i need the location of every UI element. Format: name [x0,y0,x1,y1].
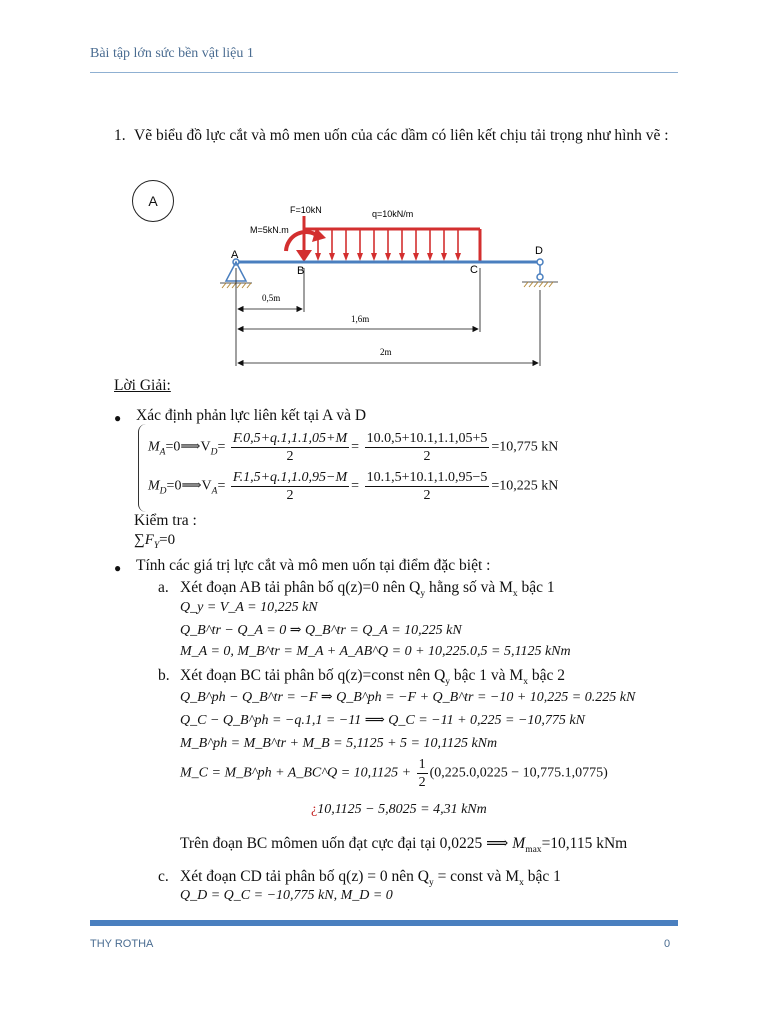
footer-bar [90,920,678,926]
load-arrow-head [329,253,335,261]
point-b-label: B [297,265,305,277]
load-arrow-head [343,253,349,261]
item-b-line-5: ¿10,1125 − 5,8025 = 4,31 kNm [311,802,487,817]
load-label: q=10kN/m [372,209,414,219]
item-c-line-1: Q_D = Q_C = −10,775 kN, M_D = 0 [180,888,393,903]
beam-diagram [0,0,768,380]
item-a-line-2: Q_B^tr − Q_A = 0 ⇒ Q_B^tr = Q_A = 10,225 kN [180,623,462,638]
distributed-load [304,229,480,262]
dim-ab-label: 0,5m [262,293,281,303]
item-a-text: Xét đoạn AB tải phân bố q(z)=0 nên $Q_y$ hằng số và $M_x$ bậc 1 [180,579,555,600]
bullet-1-marker: ● [114,411,122,425]
load-arrow-head [413,253,419,261]
solution-heading: Lời Giải: [114,377,171,394]
item-b-text: Xét đoạn BC tải phân bố q(z)=const nên $Q_y$ bậc 1 và $M_x$ bậc 2 [180,667,565,688]
item-b-line-1: Q_B^ph − Q_B^tr = −F ⇒ Q_B^ph = −F + Q_B^tr = −10 + 10,225 = 0.225 kN [180,690,636,705]
footer-author: THY ROTHA [90,938,154,950]
load-arrow-head [357,253,363,261]
equation-system-brace [138,424,147,512]
dim-ac-label: 1,6m [351,314,370,324]
bullet-1-text: Xác định phản lực liên kết tại A và D [136,407,367,424]
bullet-2-text: Tính các giá trị lực cắt và mô men uốn tại điểm đặc biệt : [136,557,491,574]
footer-page-number: 0 [664,938,671,950]
load-arrow-head [385,253,391,261]
dim-ad-label: 2m [380,347,392,357]
document-header-title: Bài tập lớn sức bền vật liệu 1 [90,46,254,61]
item-b-line-4: M_C = M_B^ph + A_BC^Q = 10,1125 + $\frac{1}{2}$ (0,225.0,0225 − 10,775.1,0775) [180,757,608,790]
load-arrow-head [455,253,461,261]
item-c-text: Xét đoạn CD tải phân bố q(z) = 0 nên $Q_y$ = const và $M_x$ bậc 1 [180,868,561,889]
moment-label: M=5kN.m [250,225,289,235]
item-b-max-moment: Trên đoạn BC mômen uốn đạt cực đại tại 0,0225 ⟹ $M_{max}=10,115$ kNm [180,835,628,856]
point-a-label: A [231,249,239,261]
item-a-line-1: Q_y = V_A = 10,225 kN [180,600,318,615]
load-arrow-head [427,253,433,261]
item-b-label: b. [158,667,170,684]
reaction-equation-2: $M_D=0⟹V_A=$ $\frac{F.1,5+q.1,1.0,95-M}{2}$ = $\frac{10.1,5+10.1,1.0,95-5}{2}$ =10,225 kN [148,470,559,503]
force-label: F=10kN [290,205,322,215]
question-text: Vẽ biểu đồ lực cắt và mô men uốn của các dầm có liên kết chịu tải trọng như hình vẽ : [134,127,669,144]
item-a-label: a. [158,579,169,596]
item-c-label: c. [158,868,169,885]
point-c-label: C [470,264,478,276]
check-equation: $\sum F_Y=0$ [134,532,176,551]
item-a-line-3: M_A = 0, M_B^tr = M_A + A_AB^Q = 0 + 10,225.0,5 = 5,1125 kNm [180,644,571,659]
point-d-label: D [535,245,543,257]
bullet-2-marker: ● [114,561,122,575]
load-arrow-head [399,253,405,261]
figure-circle-label: A [132,180,174,222]
load-arrow-head [441,253,447,261]
check-label: Kiểm tra : [134,512,197,529]
item-b-line-2: Q_C − Q_B^ph = −q.1,1 = −11 ⟹ Q_C = −11 + 0,225 = −10,775 kN [180,713,585,728]
question-number: 1. [114,127,126,144]
reaction-equation-1: $M_A=0⟹V_D=$ $\frac{F.0,5+q.1,1.1,05+M}{2}$ = $\frac{10.0,5+10.1,1.1,05+5}{2}$ =10,775 kN [148,431,559,464]
item-b-line-3: M_B^ph = M_B^tr + M_B = 5,1125 + 5 = 10,1125 kNm [180,736,498,751]
load-arrow-head [371,253,377,261]
load-arrow-head [315,253,321,261]
